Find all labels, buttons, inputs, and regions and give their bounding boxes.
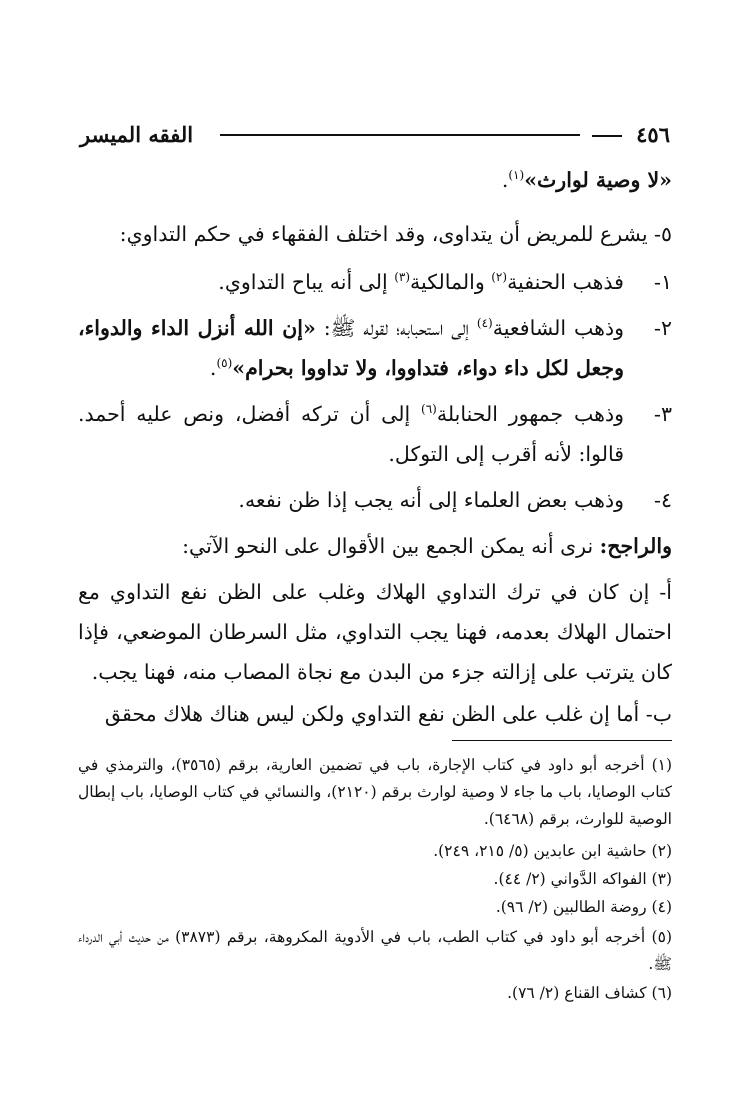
footnote-separator — [452, 740, 672, 741]
item-text: وذهب الشافعية$^{(٤)}$ إلى استحبابه؛ لقوله ﷺ: «إن الله أنزل الداء والدواء، وجعل لكل داء دواء، فتداووا، ولا تداووا بحرام»$^{(٥)}$. — [78, 316, 624, 380]
footnote-5: (٥) أخرجه أبو داود في كتاب الطب، باب في الأدوية المكروهة، برقم (٣٨٧٣) من حديث أبي الدرداء ﷺ. — [78, 928, 672, 973]
footnote-ref: (٥) — [216, 356, 233, 371]
rajih-text: نرى أنه يمكن الجمع بين الأقوال على النحو الآتي: — [182, 534, 600, 558]
paragraph-5 — [78, 214, 672, 254]
footnote-1: (١) أخرجه أبو داود في كتاب الإجارة، باب في تضمين العارية، برقم (٣٥٦٥)، والترمذي في كتاب الوصايا، باب ما جاء لا وصية لوارث برقم (٢١٢٠)، والنسائي في كتاب الوصايا، باب إبطال الوصية للوارث، برقم (٦٤٦٨). — [78, 756, 673, 828]
hadith-quote: «لا وصية لوارث» — [524, 168, 672, 192]
footnote-ref: (٦) — [421, 402, 437, 417]
footnote-ref: (١) — [508, 168, 525, 183]
hadith-quote: «إن الله أنزل الداء والدواء، وجعل لكل داء دواء، فتداووا، ولا تداووا بحرام» — [78, 316, 624, 380]
item-number: ٢- — [654, 316, 672, 340]
item-text: فذهب الحنفية$^{(٢)}$ والمالكية$^{(٣)}$ إلى أنه يباح التداوي. — [218, 270, 624, 294]
rajih-label: والراجح: — [599, 534, 672, 558]
point-ba — [78, 694, 672, 734]
list-item-2 — [78, 308, 672, 388]
header-rule-long — [220, 134, 580, 136]
list-item-4 — [78, 480, 672, 520]
page-number: ٤٥٦ — [636, 122, 670, 147]
footnote-ref: (٣) — [394, 270, 411, 285]
footnote-2: (٢) حاشية ابن عابدين (٥/ ٢١٥، ٢٤٩). — [433, 842, 672, 860]
footnote-6: (٦) كشاف القناع (٢/ ٧٦). — [507, 984, 672, 1002]
item-number: ٤- — [654, 488, 672, 512]
list-item-1 — [78, 262, 672, 302]
paragraph-text: ٥- يشرع للمريض أن يتداوى، وقد اختلف الفقهاء في حكم التداوي: — [119, 222, 672, 246]
footnote-ref: (٤) — [476, 316, 493, 331]
item-text: وذهب بعض العلماء إلى أنه يجب إذا ظن نفعه. — [238, 488, 624, 512]
item-number: ٣- — [654, 402, 672, 426]
list-item-3 — [78, 394, 672, 474]
paragraph-text: أ- إن كان في ترك التداوي الهلاك وغلب على الظن نفع التداوي مع احتمال الهلاك بعدمه، فهنا يجب التداوي، مثل السرطان الموضعي، فإذا كان يترتب على إزالته جزء من البدن مع نجاة المصاب منه، فهنا يجب. — [78, 580, 672, 684]
footnote-4: (٤) روضة الطالبين (٢/ ٩٦). — [495, 898, 672, 916]
quote-line: «لا وصية لوارث»$^{(١)}$. — [501, 168, 672, 192]
item-number: ١- — [654, 270, 672, 294]
item-text: وذهب جمهور الحنابلة$^{(٦)}$ إلى أن تركه أفضل، ونص عليه أحمد. قالوا: لأنه أقرب إلى التوكل. — [78, 402, 624, 466]
rajih-paragraph — [78, 526, 672, 566]
header-rule-short — [592, 135, 622, 137]
book-title: الفقه الميسر — [80, 122, 194, 147]
point-alif — [78, 572, 672, 692]
running-header — [80, 118, 670, 158]
footnote-3: (٣) الفواكه الدَّواني (٢/ ٤٤). — [493, 870, 672, 888]
paragraph-text: ب- أما إن غلب على الظن نفع التداوي ولكن ليس هناك هلاك محقق — [104, 702, 672, 726]
footnote-ref: (٢) — [491, 270, 508, 285]
